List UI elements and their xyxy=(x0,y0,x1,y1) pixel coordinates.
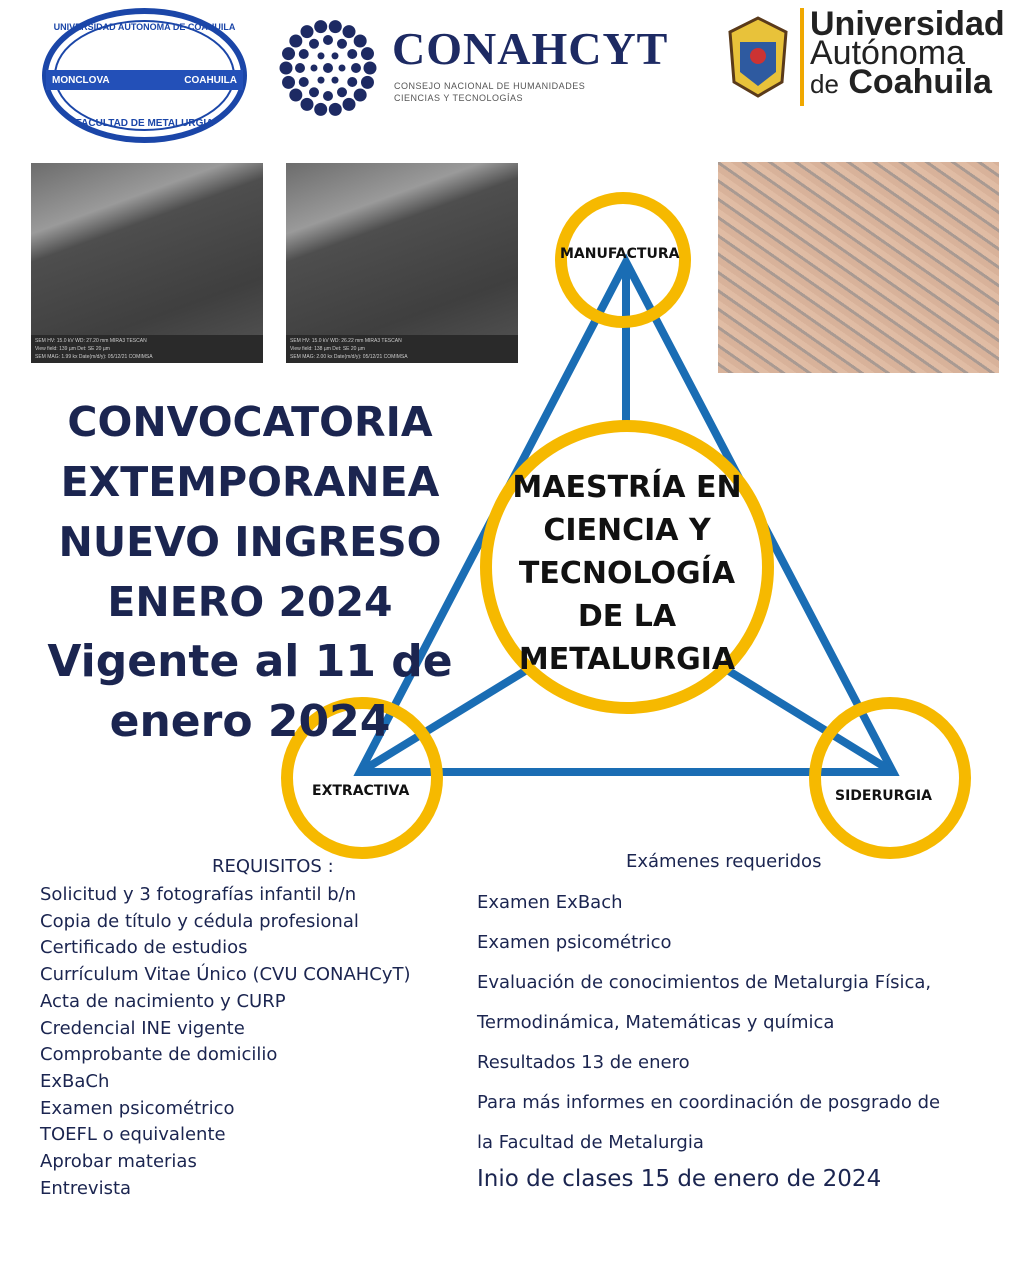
examenes-heading: Exámenes requeridos xyxy=(626,851,822,872)
list-item: Para más informes en coordinación de posgrado de xyxy=(477,1092,941,1113)
requisitos-heading: REQUISITOS : xyxy=(212,856,334,877)
examenes-list xyxy=(477,883,1007,1163)
seal-top-text: UNIVERSIDAD AUTONOMA DE COAHUILA xyxy=(53,22,236,32)
list-item: Termodinámica, Matemáticas y química xyxy=(477,1012,835,1033)
convocatoria-title: CONVOCATORIA EXTEMPORANEA NUEVO INGRESO ENERO 2024 Vigente al 11 de enero 2024 xyxy=(47,398,453,747)
list-item: Certificado de estudios xyxy=(40,937,248,959)
conahcyt-logo-text: CONAHCYT xyxy=(392,23,669,74)
list-item: Examen ExBach xyxy=(477,892,623,913)
conahcyt-subtitle: CONSEJO NACIONAL DE HUMANIDADES CIENCIAS Y TECNOLOGÍAS xyxy=(394,81,586,103)
seal-bottom-text: FACULTAD DE METALURGIA xyxy=(75,118,214,129)
requisitos-list xyxy=(40,882,411,1202)
list-item: Aprobar materias xyxy=(40,1151,197,1173)
sem-micrograph-1: SEM HV: 15.0 kV WD: 27.20 mm MIRA3 TESCAN View field: 139 µm Det: SE 20 µm SEM MAG: 1.99 kx Date(m/d/y): 05/12/21 COMIMSA xyxy=(31,163,263,363)
list-item: Copia de título y cédula profesional xyxy=(40,910,359,932)
inicio-clases: Inio de clases 15 de enero de 2024 xyxy=(477,1166,882,1192)
list-item: Examen psicométrico xyxy=(40,1097,235,1119)
list-item: Acta de nacimiento y CURP xyxy=(40,990,286,1012)
list-item: Credencial INE vigente xyxy=(40,1017,245,1039)
sem-micrograph-2: SEM HV: 15.0 kV WD: 26.22 mm MIRA3 TESCAN View field: 138 µm Det: SE 20 µm SEM MAG: 2.00 kx Date(m/d/y): 05/12/21 COMIMSA xyxy=(286,163,518,363)
list-item: Resultados 13 de enero xyxy=(477,1052,690,1073)
list-item: ExBaCh xyxy=(40,1070,110,1092)
list-item: Entrevista xyxy=(40,1177,132,1199)
label-manufactura: MANUFACTURA xyxy=(560,246,680,262)
list-item: la Facultad de Metalurgia xyxy=(477,1132,704,1153)
list-item: Comprobante de domicilio xyxy=(40,1044,278,1066)
circle-siderurgia xyxy=(815,703,965,853)
seal-left-text: MONCLOVA xyxy=(52,74,110,86)
list-item: TOEFL o equivalente xyxy=(40,1124,226,1146)
seal-right-text: COAHUILA xyxy=(184,74,237,86)
list-item: Examen psicométrico xyxy=(477,932,672,953)
list-item: Solicitud y 3 fotografías infantil b/n xyxy=(40,884,357,905)
label-siderurgia: SIDERURGIA xyxy=(835,788,932,804)
list-item: Currículum Vitae Único (CVU CONAHCyT) xyxy=(40,964,411,986)
label-extractiva: EXTRACTIVA xyxy=(312,783,410,799)
uadec-logo-text: Universidad Autónoma de Coahuila xyxy=(810,5,1005,101)
list-item: Evaluación de conocimientos de Metalurgia Física, xyxy=(477,972,932,993)
program-name: MAESTRÍA EN CIENCIA Y TECNOLOGÍA DE LA METALURGIA xyxy=(512,470,742,677)
